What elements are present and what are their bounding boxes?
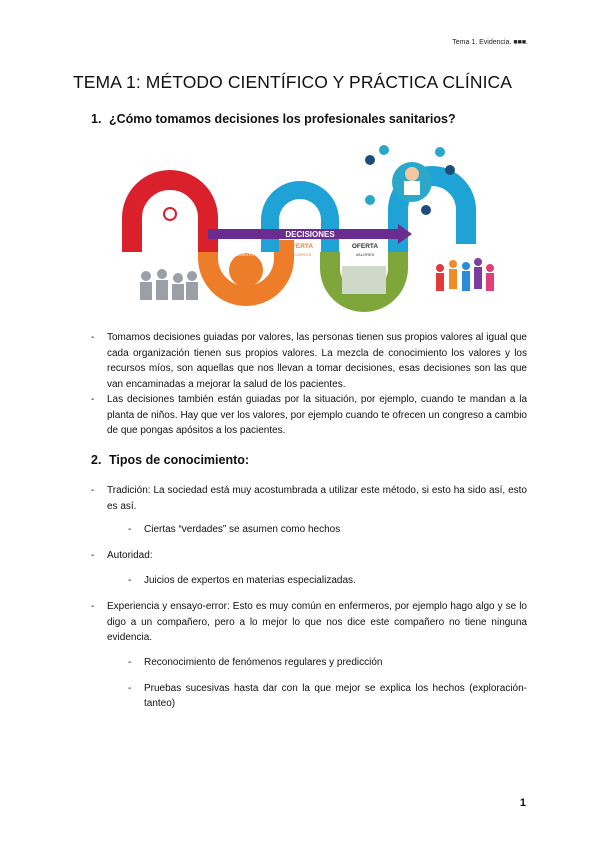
section-2-heading <box>91 453 249 467</box>
section-2-number: 2. <box>91 453 102 467</box>
label-conocimiento: CONOCIMIENTO <box>222 252 254 257</box>
section-1-bullets <box>91 330 527 439</box>
label-valores: VALORES <box>355 252 375 257</box>
autoridad-sublist <box>128 573 527 589</box>
tradicion-item <box>91 483 527 514</box>
list-item: - Las decisiones también están guiadas por la situación, por ejemplo, cuando te mandan a la planta de niños. Hay que ver los valores, por ejemplo cuando te ofrecen un congreso a cambio de que pongas apósitos a los pacientes. <box>91 392 527 439</box>
label-demanda: DEMANDA <box>152 238 188 245</box>
list-item: - Ciertas “verdades” se asumen como hechos <box>128 522 527 538</box>
care-icon-3 <box>435 147 445 157</box>
tradicion-sublist <box>128 522 527 538</box>
section-1-title: ¿Cómo tomamos decisiones los profesionales sanitarios? <box>109 112 456 126</box>
label-oferta-3: OFERTA <box>351 243 379 250</box>
doctor-icon <box>291 205 309 223</box>
label-recursos: RECURSOS <box>288 252 312 257</box>
list-item: - Juicios de expertos en materias especializadas. <box>128 573 527 589</box>
care-icon-1 <box>365 155 375 165</box>
autoridad-item <box>91 548 527 564</box>
label-salud: SALUD <box>419 231 445 238</box>
care-icon-6 <box>421 205 431 215</box>
page-title: TEMA 1: MÉTODO CIENTÍFICO Y PRÁCTICA CLÍNICA <box>73 72 513 92</box>
section-2-title: Tipos de conocimiento: <box>109 453 250 467</box>
list-item: - Tradición: La sociedad está muy acostumbrada a utilizar este método, si esto ha sido así, esto es así. <box>91 483 527 514</box>
clinic-photo <box>342 266 386 294</box>
section-1-number: 1. <box>91 112 102 126</box>
label-necesidad: NECESIDAD <box>149 246 191 253</box>
page-number: 1 <box>519 797 526 809</box>
list-item: - Tomamos decisiones guiadas por valores, las personas tienen sus propios valores al igual que cada organización tienen sus propios valores. La mezcla de conocimiento los valores y los recursos míos, son aquellas que nos llevan a tomar decisiones, esas decisiones son las que van encaminadas a mejorar la salud de los pacientes. <box>91 330 527 392</box>
experiencia-item <box>91 599 527 646</box>
list-item: - Reconocimiento de fenómenos regulares y predicción <box>128 655 527 671</box>
section-1-heading <box>91 112 456 126</box>
label-oferta-2: OFERTA <box>286 243 314 250</box>
running-header: Tema 1. Evidencia. ■■■. <box>452 39 528 46</box>
list-item: - Pruebas sucesivas hasta dar con la que mejor se explica los hechos (exploración-tanteo) <box>128 681 527 712</box>
label-oferta-1: OFERTA <box>224 243 252 250</box>
decision-flow-figure <box>120 140 500 312</box>
patients-group-icon <box>140 269 198 300</box>
list-item: - Experiencia y ensayo-error: Esto es muy común en enfermeros, por ejemplo hago algo y se lo digo a un compañero, pero a lo mejor lo que nos dice este compañero no tiene ninguna evidencia. <box>91 599 527 646</box>
demanda-icon <box>159 203 181 225</box>
healthy-people-icon <box>436 258 494 291</box>
care-icon-2 <box>379 145 389 155</box>
care-icon-4 <box>445 165 455 175</box>
list-item: - Autoridad: <box>91 548 527 564</box>
experiencia-sublist <box>128 655 527 712</box>
care-icon-5 <box>365 195 375 205</box>
label-decisiones: DECISIONES <box>285 230 335 239</box>
head-silhouette-icon <box>229 253 263 287</box>
